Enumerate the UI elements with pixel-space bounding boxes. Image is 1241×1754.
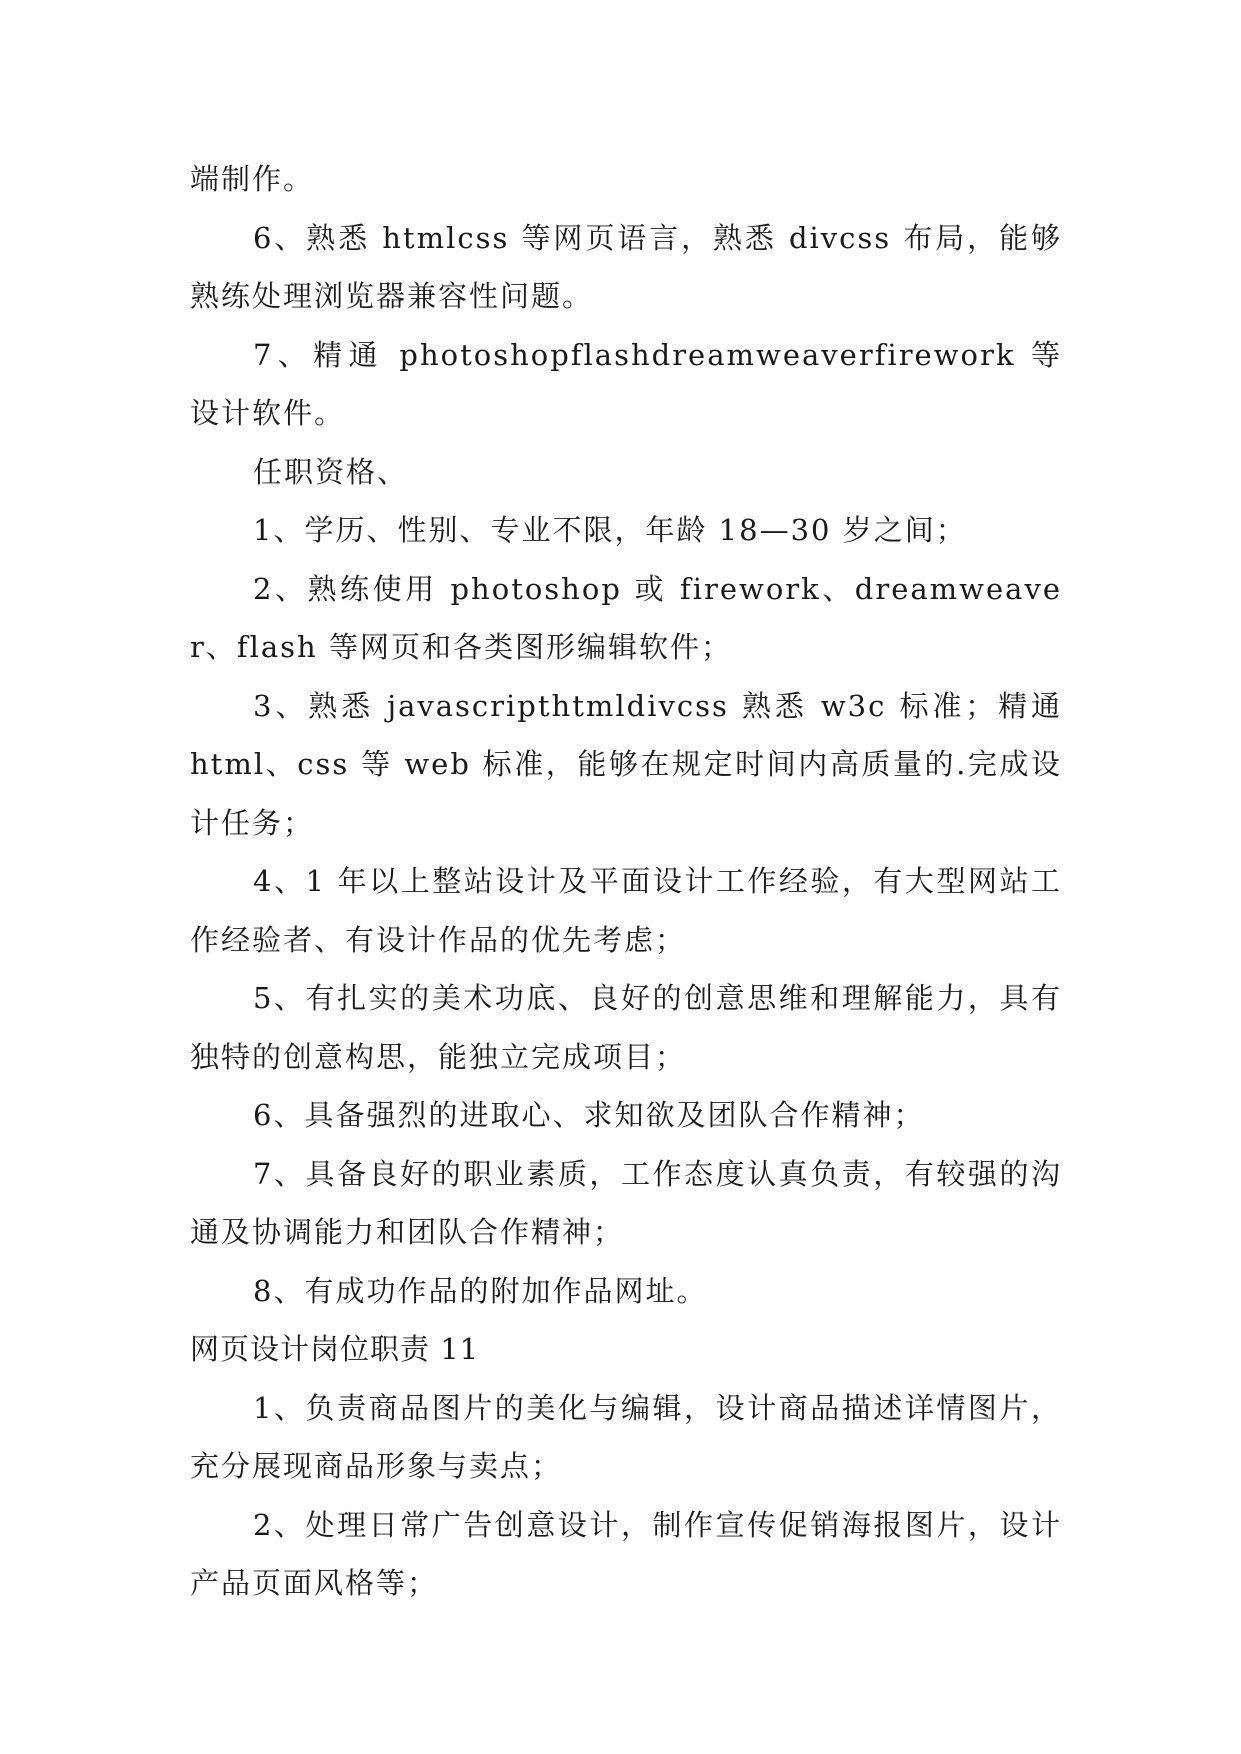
paragraph-qualification-8: 8、有成功作品的附加作品网址。: [253, 1273, 708, 1308]
paragraph-qualification-6: 6、具备强烈的进取心、求知欲及团队合作精神；: [253, 1098, 925, 1132]
paragraph-qualification-7: 7、具备良好的职业素质，工作态度认真负责，有较强的沟通及协调能力和团队合作精神；: [190, 1156, 1062, 1249]
paragraph-qualification-3: 3、熟悉 javascripthtmldivcss 熟悉 w3c 标准；精通 html、css 等 web 标准，能够在规定时间内高质量的.完成设计任务；: [190, 688, 1062, 840]
paragraph-duty-6: 6、熟悉 htmlcss 等网页语言，熟悉 divcss 布局，能够熟练处理浏览器兼容性问题。: [190, 220, 1062, 313]
document-body: [190, 150, 1062, 1613]
paragraph-duty-11-1: 1、负责商品图片的美化与编辑，设计商品描述详情图片，充分展现商品形象与卖点；: [190, 1390, 1062, 1483]
paragraph-qualification-1: 1、学历、性别、专业不限，年龄 18—30 岁之间；: [253, 513, 967, 547]
paragraph-duty-11-2: 2、处理日常广告创意设计，制作宣传促销海报图片，设计产品页面风格等；: [190, 1507, 1062, 1600]
section-title-duties-11: 网页设计岗位职责 11: [190, 1332, 480, 1366]
paragraph-qualification-2: 2、熟练使用 photoshop 或 firework、dreamweaver、flash 等网页和各类图形编辑软件；: [190, 571, 1062, 664]
section-heading-qualifications: 任职资格、: [253, 454, 409, 489]
paragraph-qualification-5: 5、有扎实的美术功底、良好的创意思维和理解能力，具有独特的创意构思，能独立完成项目；: [190, 981, 1062, 1074]
paragraph-qualification-4: 4、1 年以上整站设计及平面设计工作经验，有大型网站工作经验者、有设计作品的优先考虑；: [190, 864, 1062, 957]
paragraph-continuation: 端制作。: [190, 162, 315, 196]
paragraph-duty-7: 7、精通 photoshopflashdreamweaverfirework 等设计软件。: [190, 337, 1062, 430]
